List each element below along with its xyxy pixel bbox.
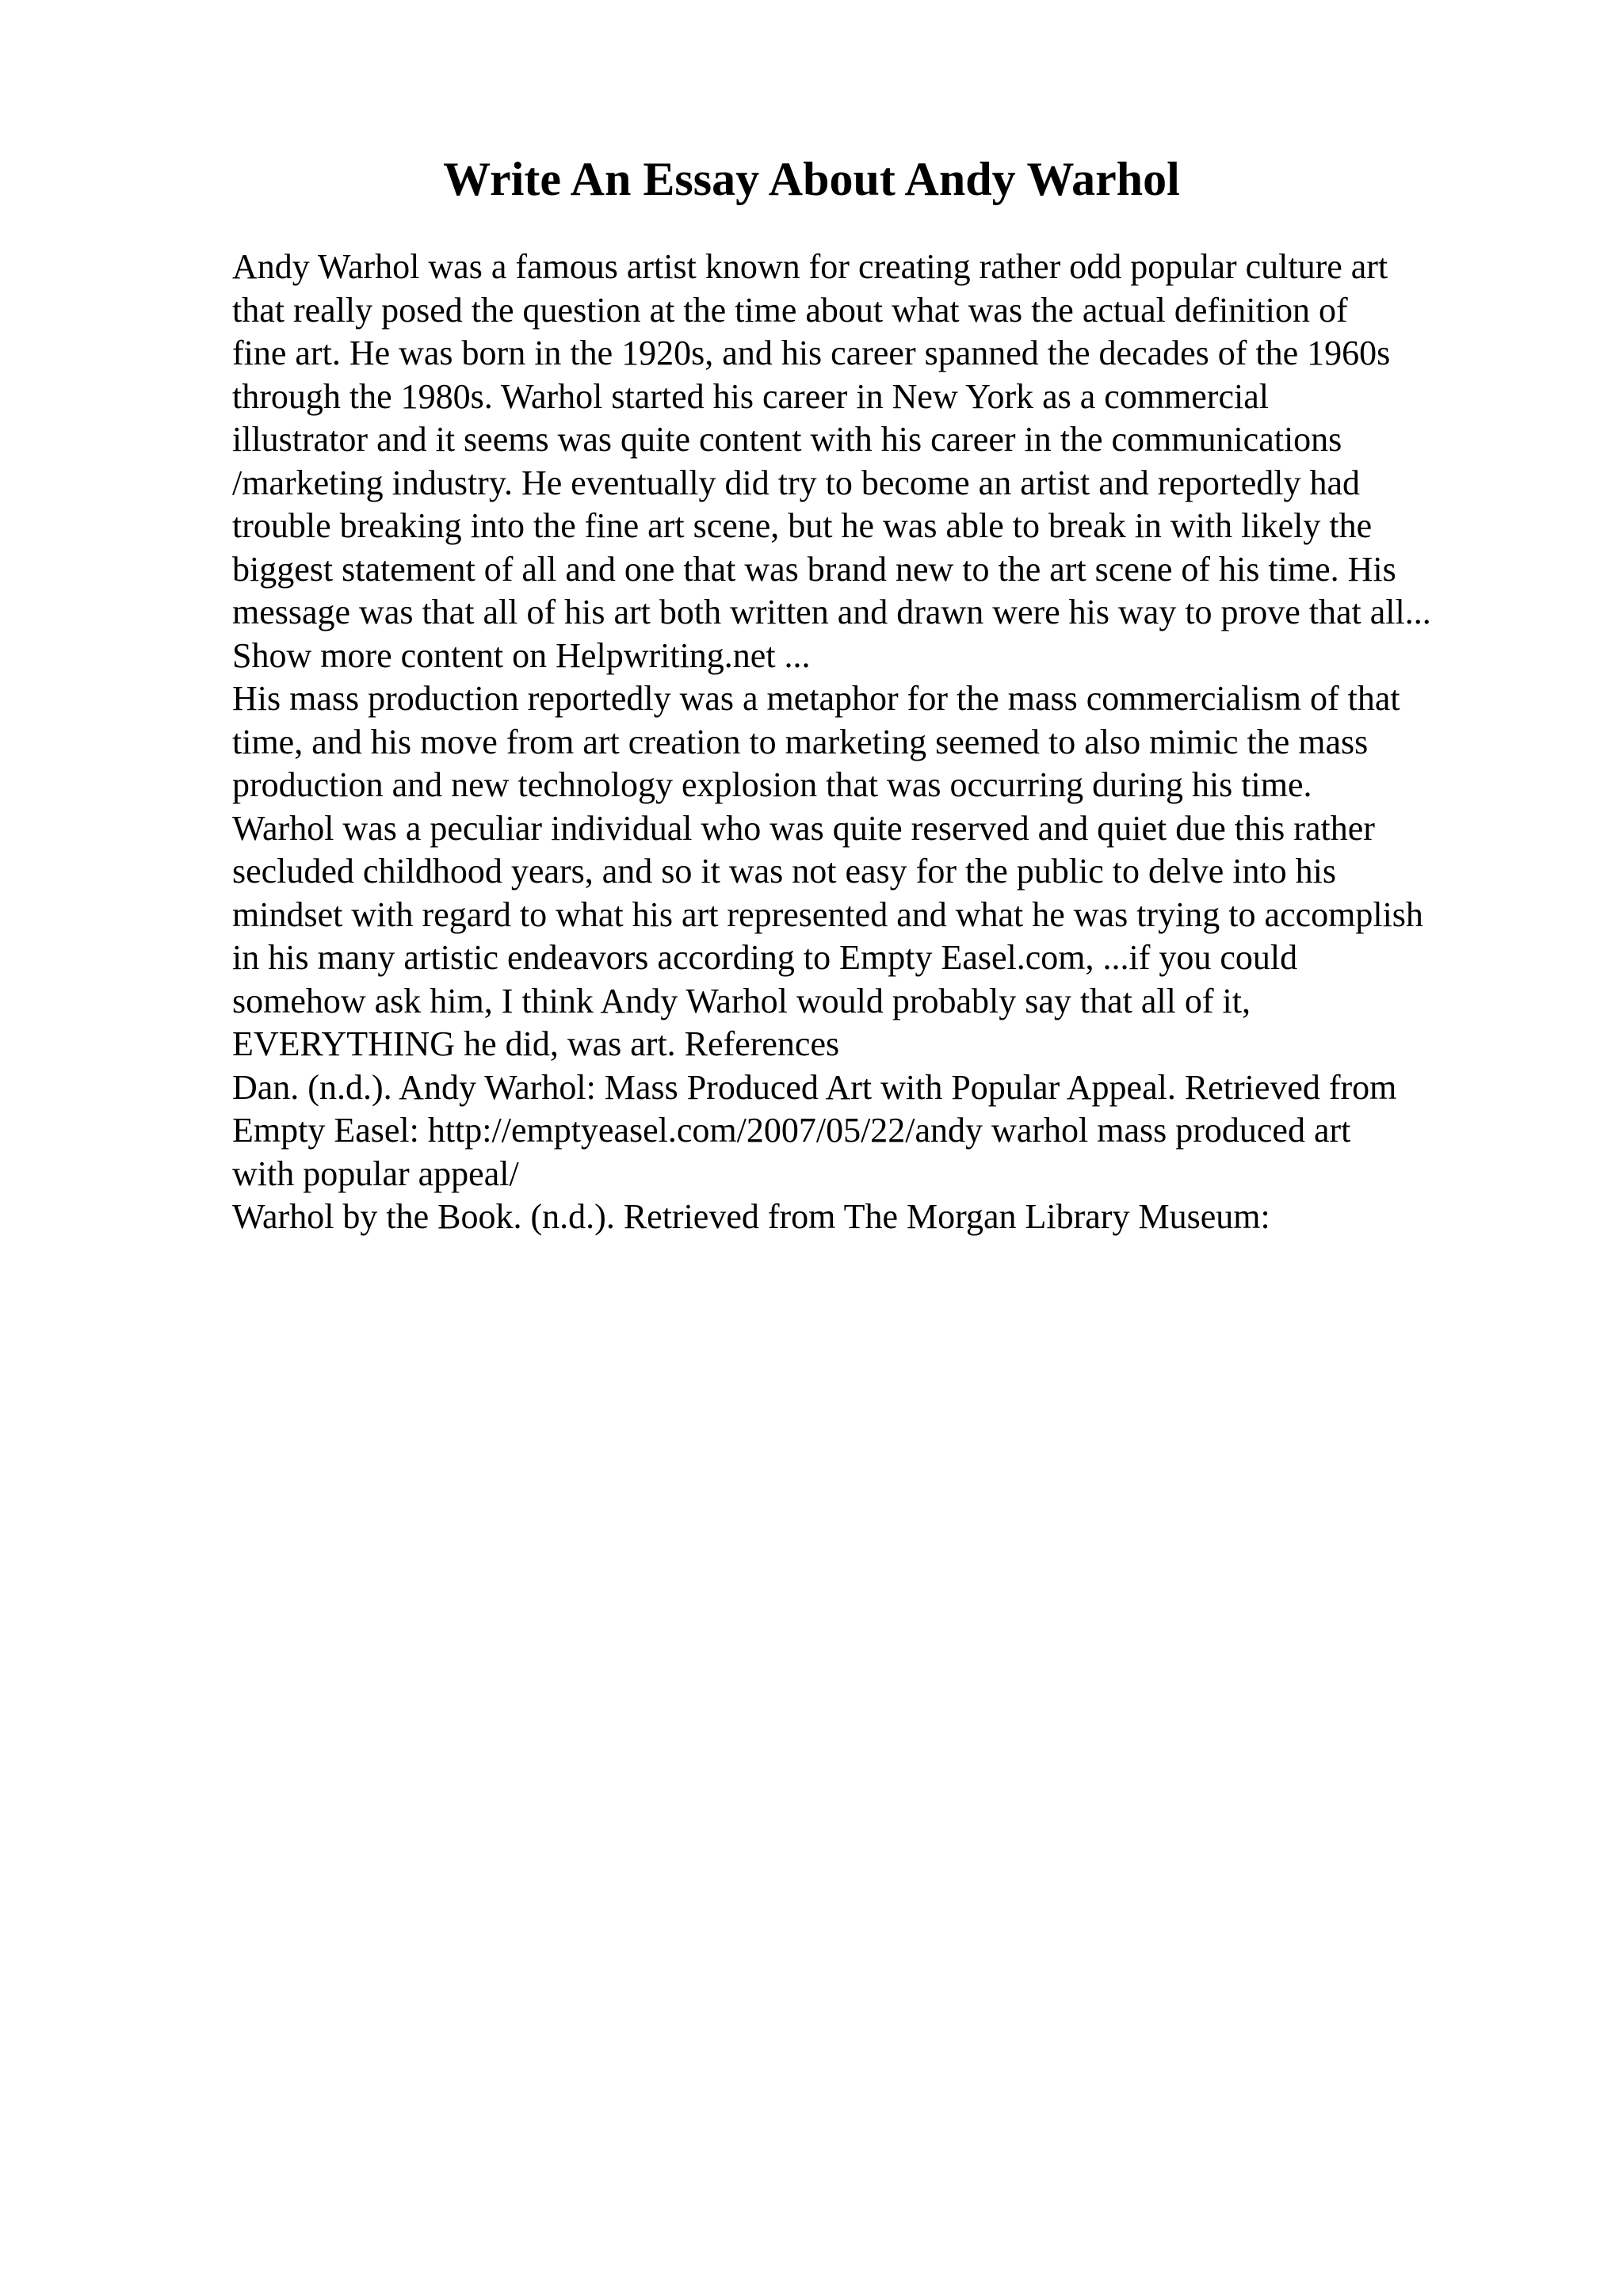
reference-line: Warhol by the Book. (n.d.). Retrieved from The Morgan Library Museum: <box>232 1197 1270 1236</box>
essay-line: Warhol was a peculiar individual who was quite reserved and quiet due this rather <box>232 808 1375 848</box>
show-more-link[interactable]: Show more content on Helpwriting.net ... <box>232 635 811 675</box>
essay-line: /marketing industry. He eventually did try to become an artist and reportedly had <box>232 463 1361 502</box>
essay-line: trouble breaking into the fine art scene, but he was able to break in with likely the <box>232 506 1373 545</box>
reference-line: Empty Easel: http://emptyeasel.com/2007/05/22/andy warhol mass produced art <box>232 1111 1351 1150</box>
page-title: Write An Essay About Andy Warhol <box>443 153 1180 205</box>
essay-line: message was that all of his art both written and drawn were his way to prove that all... <box>232 593 1431 631</box>
reference-line: with popular appeal/ <box>232 1154 519 1193</box>
essay-line: through the 1980s. Warhol started his career in New York as a commercial <box>232 376 1269 416</box>
essay-body <box>232 246 1532 1239</box>
essay-line: somehow ask him, I think Andy Warhol would probably say that all of it, <box>232 981 1251 1020</box>
essay-line: production and new technology explosion that was occurring during his time. <box>232 765 1312 804</box>
essay-line: biggest statement of all and one that was brand new to the art scene of his time. His <box>232 549 1396 589</box>
essay-line: that really posed the question at the time about what was the actual definition of <box>232 290 1348 330</box>
essay-line: time, and his move from art creation to marketing seemed to also mimic the mass <box>232 722 1369 761</box>
essay-line: secluded childhood years, and so it was not easy for the public to delve into his <box>232 852 1337 891</box>
essay-line: illustrator and it seems was quite content with his career in the communications <box>232 420 1342 459</box>
essay-line: Andy Warhol was a famous artist known for creating rather odd popular culture art <box>232 247 1388 286</box>
essay-line: EVERYTHING he did, was art. References <box>232 1024 840 1063</box>
essay-line: mindset with regard to what his art represented and what he was trying to accomplish <box>232 894 1423 934</box>
essay-line: fine art. He was born in the 1920s, and his career spanned the decades of the 1960s <box>232 334 1391 372</box>
reference-line: Dan. (n.d.). Andy Warhol: Mass Produced Art with Popular Appeal. Retrieved from <box>232 1067 1397 1107</box>
essay-line: His mass production reportedly was a metaphor for the mass commercialism of that <box>232 679 1400 718</box>
essay-line: in his many artistic endeavors according to Empty Easel.com, ...if you could <box>232 938 1298 977</box>
